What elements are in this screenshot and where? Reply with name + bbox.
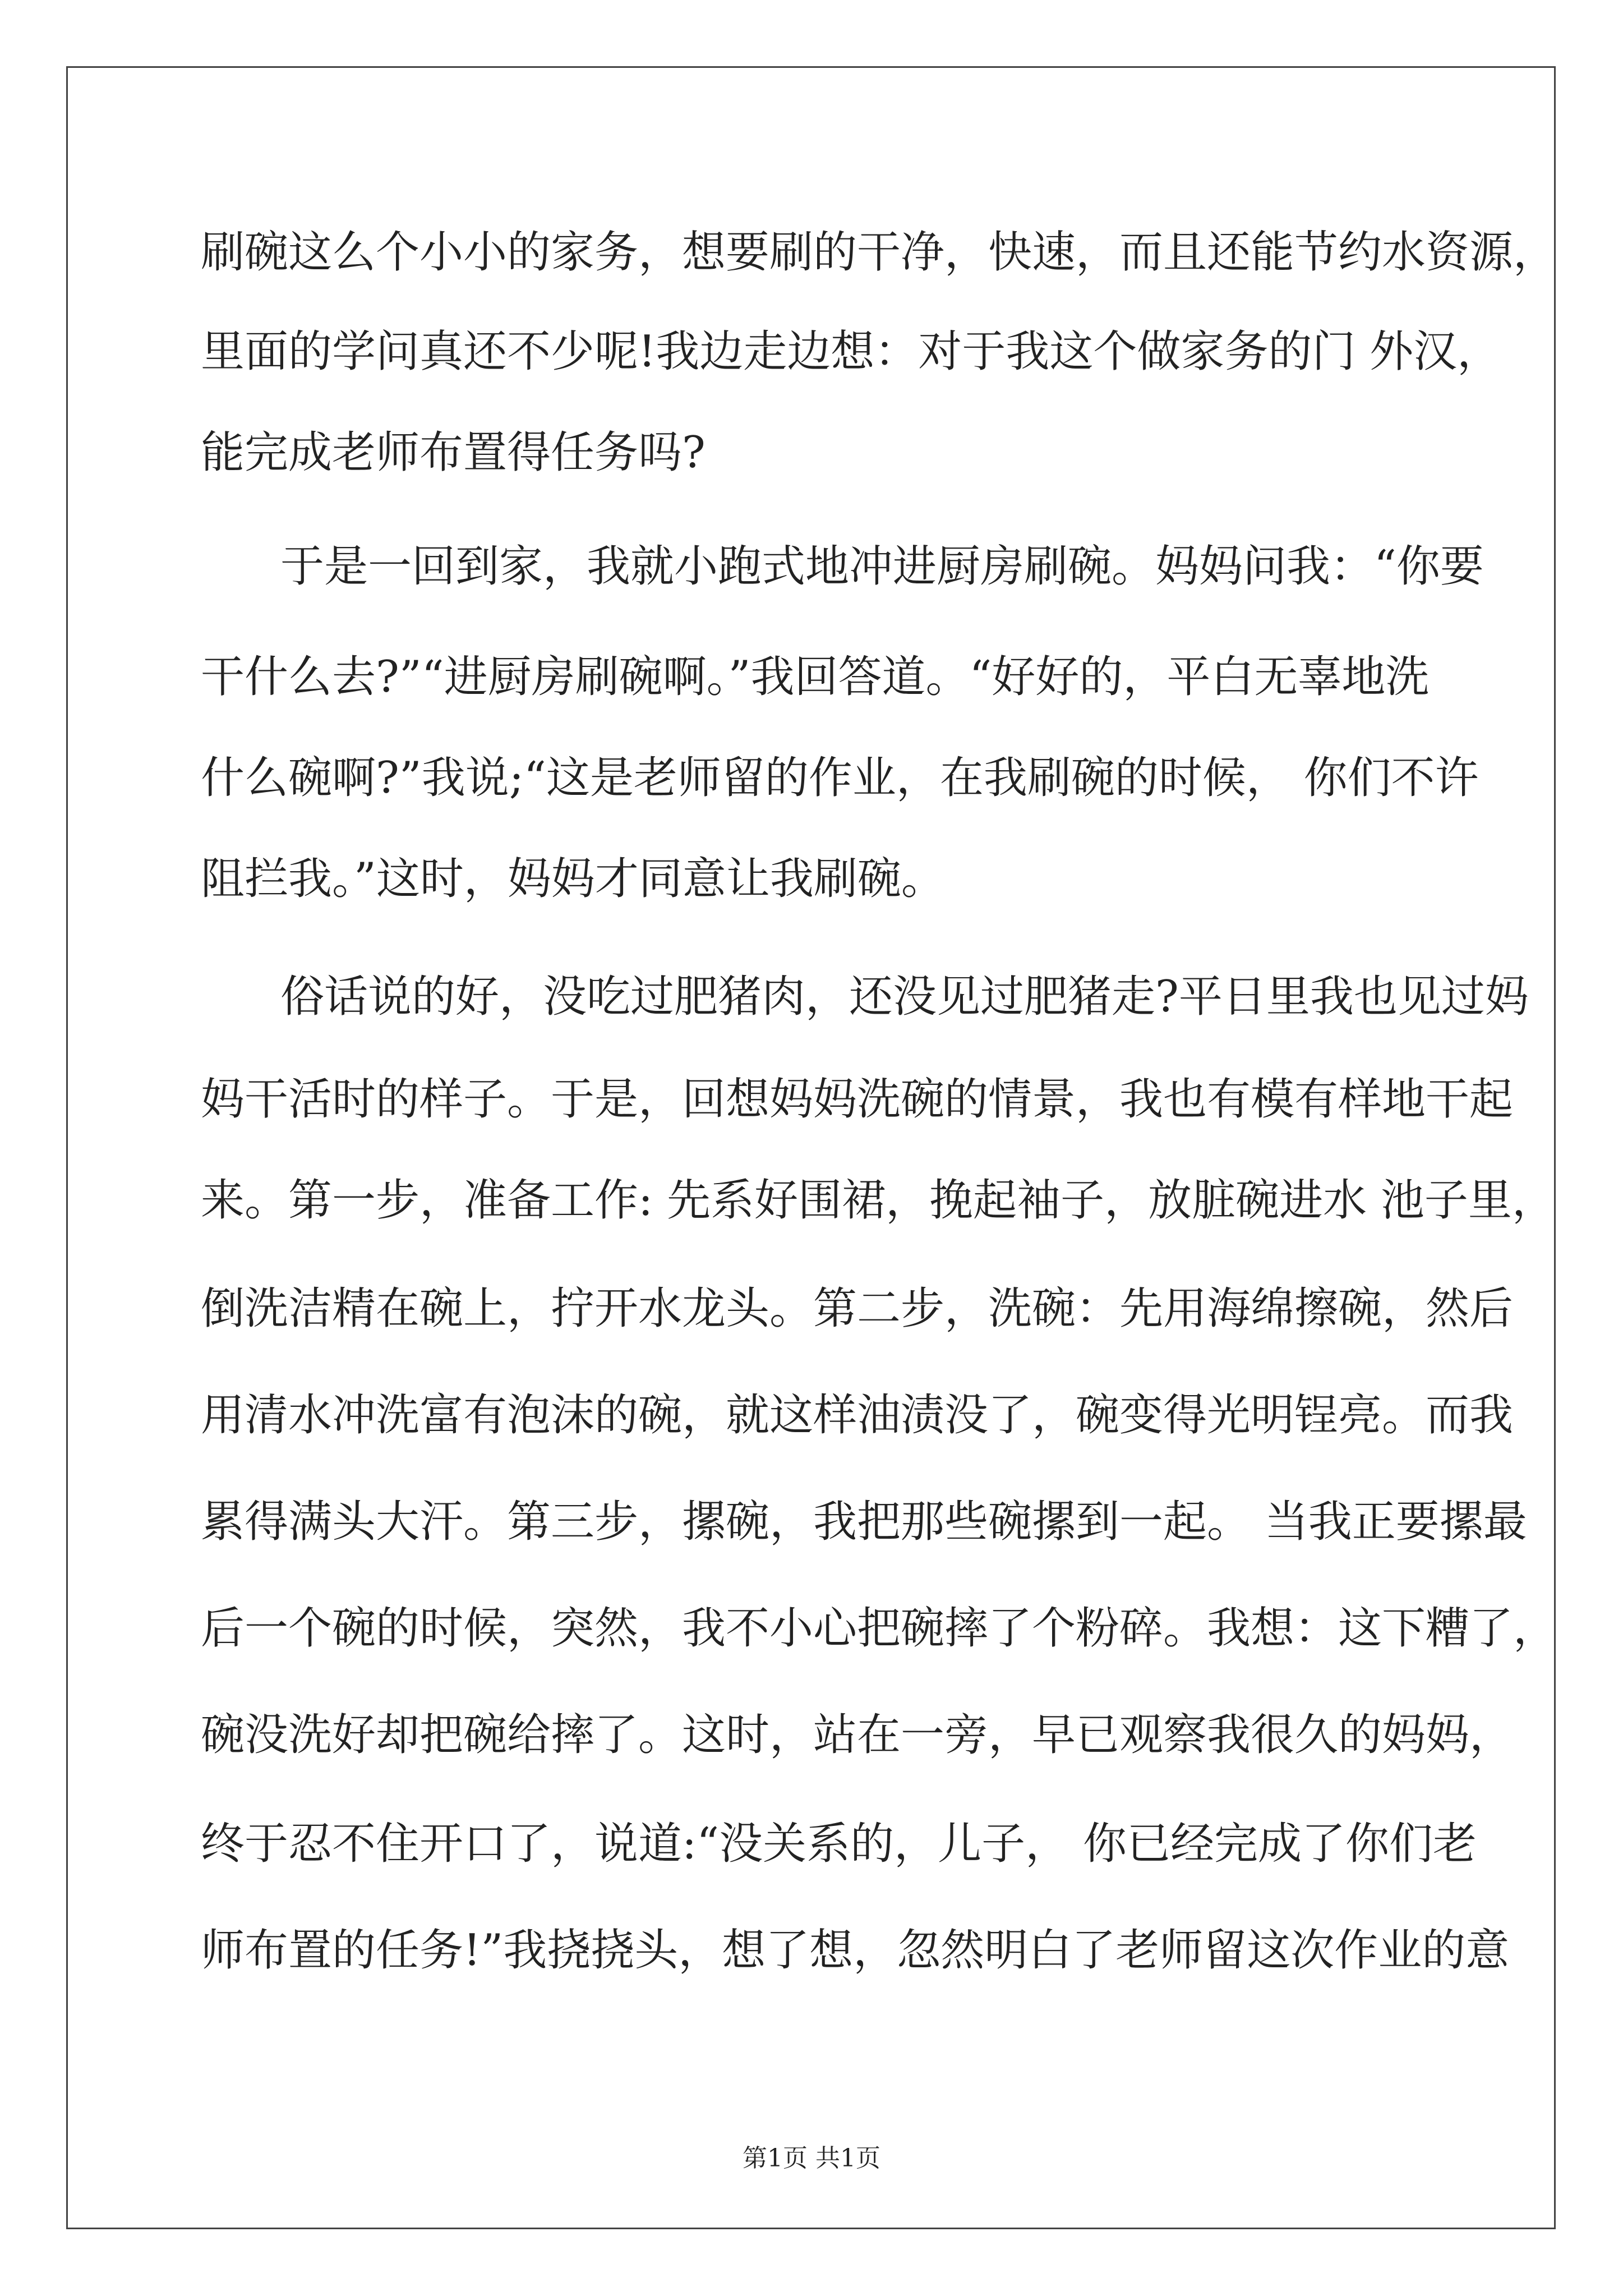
text-line: 倒洗洁精在碗上，拧开水龙头。第二步，洗碗：先用海绵擦碗，然后 <box>201 1283 1514 1334</box>
text-line: 用清水冲洗富有泡沫的碗，就这样油渍没了，碗变得光明锃亮。而我 <box>201 1390 1514 1441</box>
text-line: 干什么去?”“进厨房刷碗啊。”我回答道。“好好的，平白无辜地洗 <box>201 652 1430 702</box>
text-line: 碗没洗好却把碗给摔了。这时，站在一旁，早已观察我很久的妈妈， <box>201 1710 1514 1760</box>
text-line: 累得满头大汗。第三步，摞碗，我把那些碗摞到一起。 当我正要摞最 <box>201 1497 1527 1547</box>
page-number: 第1页 共1页 <box>743 2144 880 2173</box>
text-line: 刷碗这么个小小的家务，想要刷的干净，快速，而且还能节约水资源， <box>201 227 1557 278</box>
page-border <box>66 66 1556 2229</box>
text-line: 终于忍不住开口了，说道:“没关系的，儿子， 你已经完成了你们老 <box>201 1819 1477 1869</box>
text-line: 能完成老师布置得任务吗? <box>201 427 706 478</box>
text-line: 妈干活时的样子。于是，回想妈妈洗碗的情景，我也有模有样地干起 <box>201 1074 1514 1125</box>
text-line: 于是一回到家，我就小跑式地冲进厨房刷碗。妈妈问我：“你要 <box>280 541 1484 592</box>
text-line: 什么碗啊?”我说;“这是老师留的作业，在我刷碗的时候， 你们不许 <box>201 753 1479 803</box>
text-line: 师布置的任务!”我挠挠头，想了想，忽然明白了老师留这次作业的意 <box>201 1925 1510 1976</box>
text-line: 来。第一步，准备工作: 先系好围裙，挽起袖子，放脏碗进水 池子里， <box>201 1175 1556 1226</box>
text-line: 阻拦我。”这时，妈妈才同意让我刷碗。 <box>201 854 945 904</box>
text-line: 里面的学问真还不少呢!我边走边想：对于我这个做家务的门 外汉， <box>201 326 1501 377</box>
text-line: 俗话说的好，没吃过肥猪肉，还没见过肥猪走?平日里我也见过妈 <box>280 972 1529 1022</box>
text-line: 后一个碗的时候，突然，我不小心把碗摔了个粉碎。我想：这下糟了， <box>201 1603 1557 1654</box>
